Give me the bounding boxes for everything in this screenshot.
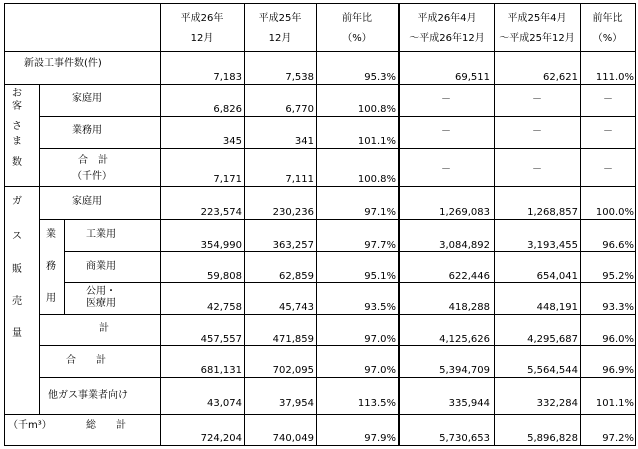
table-cell: 740,049 xyxy=(272,433,314,444)
col4-header-line2: ～平成26年12月 xyxy=(409,33,485,44)
col-divider xyxy=(244,3,245,446)
table-cell: 97.9% xyxy=(364,433,396,444)
table-cell: 448,191 xyxy=(536,302,578,313)
new-construction-label: 新設工事件数(件) xyxy=(24,58,102,69)
table-cell: 5,564,544 xyxy=(527,365,578,376)
table-cell: 96.9% xyxy=(602,365,634,376)
gas-sales-group-char: 量 xyxy=(12,328,22,339)
table-cell: 5,730,653 xyxy=(439,433,490,444)
commercial-label: 商業用 xyxy=(86,261,116,272)
business-group-char: 務 xyxy=(46,261,56,272)
col1-header-line1: 平成26年 xyxy=(180,13,224,24)
table-cell: 100.8% xyxy=(357,104,396,115)
table-cell: 4,295,687 xyxy=(527,334,578,345)
col5-header-line1: 平成25年4月 xyxy=(507,13,567,24)
customers-group-char: ま xyxy=(12,136,22,147)
col2-header-line1: 平成25年 xyxy=(258,13,302,24)
table-cell: 97.7% xyxy=(364,240,396,251)
table-cell: 97.2% xyxy=(602,433,634,444)
gas-sales-group-char: 売 xyxy=(12,296,22,307)
table-cell: 97.1% xyxy=(364,207,396,218)
table-cell: 1,268,857 xyxy=(527,207,578,218)
table-cell: － xyxy=(532,164,542,175)
table-cell: － xyxy=(603,126,613,137)
table-cell: － xyxy=(603,94,613,105)
table-cell: 62,621 xyxy=(543,72,578,83)
industrial-label: 工業用 xyxy=(86,229,116,240)
customers-group-char: 客 xyxy=(12,101,22,112)
table-cell: 43,074 xyxy=(207,398,242,409)
table-border-bottom xyxy=(4,445,636,446)
table-cell: 1,269,083 xyxy=(439,207,490,218)
label-divider xyxy=(39,84,40,186)
table-cell: 100.8% xyxy=(357,174,396,185)
gas-household-label: 家庭用 xyxy=(72,196,102,207)
table-cell: 7,183 xyxy=(213,72,242,83)
col5-header-line2: ～平成25年12月 xyxy=(499,33,575,44)
gas-sales-group-char: ガ xyxy=(12,196,22,207)
table-cell: 4,125,626 xyxy=(439,334,490,345)
unit-label: （千m³） xyxy=(8,420,52,431)
table-cell: 96.0% xyxy=(602,334,634,345)
col-divider xyxy=(160,3,161,446)
table-cell: 111.0% xyxy=(595,72,634,83)
row-divider xyxy=(4,84,636,85)
table-cell: 95.2% xyxy=(602,271,634,282)
subtotal-label: 計 xyxy=(99,323,109,334)
table-cell: 223,574 xyxy=(200,207,242,218)
table-cell: 45,743 xyxy=(279,302,314,313)
col3-header-line2: （%） xyxy=(342,33,372,44)
label-divider xyxy=(64,219,65,314)
row-divider xyxy=(4,414,636,415)
col3-header-line1: 前年比 xyxy=(342,13,372,24)
col2-header-line2: 12月 xyxy=(268,33,292,44)
table-cell: 113.5% xyxy=(357,398,396,409)
col-divider xyxy=(580,3,581,446)
table-cell: 702,095 xyxy=(272,365,314,376)
table-cell: 3,193,455 xyxy=(527,240,578,251)
table-cell: － xyxy=(441,164,451,175)
table-cell: 95.3% xyxy=(364,72,396,83)
cust-household-label: 家庭用 xyxy=(72,93,102,104)
public-label-line2: 医療用 xyxy=(86,298,116,309)
table-cell: 335,944 xyxy=(448,398,490,409)
header-divider xyxy=(4,51,636,52)
business-group-char: 用 xyxy=(46,293,56,304)
table-cell: 7,111 xyxy=(285,174,314,185)
table-cell: 97.0% xyxy=(364,334,396,345)
table-cell: 724,204 xyxy=(200,433,242,444)
customers-group-char: 数 xyxy=(12,157,22,168)
table-cell: － xyxy=(532,126,542,137)
table-cell: 97.0% xyxy=(364,365,396,376)
row-divider xyxy=(39,148,636,149)
col-divider xyxy=(494,3,495,446)
table-cell: 69,511 xyxy=(455,72,490,83)
other-gas-label: 他ガス事業者向け xyxy=(48,390,128,401)
gas-sales-group-char: ス xyxy=(12,231,22,242)
table-cell: 332,284 xyxy=(536,398,578,409)
table-cell: 6,770 xyxy=(285,104,314,115)
table-cell: 681,131 xyxy=(200,365,242,376)
table-cell: 3,084,892 xyxy=(439,240,490,251)
table-cell: 5,394,709 xyxy=(439,365,490,376)
row-divider xyxy=(39,116,636,117)
table-cell: 7,538 xyxy=(285,72,314,83)
table-cell: － xyxy=(441,94,451,105)
public-label-line1: 公用・ xyxy=(86,286,116,297)
table-cell: 654,041 xyxy=(536,271,578,282)
cust-business-label: 業務用 xyxy=(72,125,102,136)
table-cell: 93.3% xyxy=(602,302,634,313)
table-cell: 622,446 xyxy=(448,271,490,282)
row-divider xyxy=(39,219,636,220)
table-cell: 341 xyxy=(294,136,314,147)
table-cell: 59,808 xyxy=(207,271,242,282)
table-cell: 418,288 xyxy=(448,302,490,313)
row-divider xyxy=(39,377,636,378)
table-cell: 62,859 xyxy=(279,271,314,282)
business-group-char: 業 xyxy=(46,229,56,240)
table-cell: 354,990 xyxy=(200,240,242,251)
row-divider xyxy=(39,314,636,315)
table-cell: 93.5% xyxy=(364,302,396,313)
table-border-left xyxy=(4,3,5,446)
table-cell: 95.1% xyxy=(364,271,396,282)
table-cell: 101.1% xyxy=(595,398,634,409)
table-border-top xyxy=(4,3,636,4)
table-cell: 101.1% xyxy=(357,136,396,147)
grand-total-label: 総 計 xyxy=(86,420,126,431)
gas-sales-group-char: 販 xyxy=(12,264,22,275)
table-cell: 100.0% xyxy=(595,207,634,218)
table-cell: 6,826 xyxy=(213,104,242,115)
table-cell: 5,896,828 xyxy=(527,433,578,444)
table-cell: － xyxy=(603,164,613,175)
table-cell: 457,557 xyxy=(200,334,242,345)
customers-group-char: さ xyxy=(12,121,22,132)
table-cell: － xyxy=(532,94,542,105)
col6-header-line1: 前年比 xyxy=(592,13,623,24)
gas-total-label: 合 計 xyxy=(66,355,106,366)
col-divider xyxy=(316,3,317,446)
table-cell: 345 xyxy=(222,136,242,147)
section-divider xyxy=(4,186,636,187)
table-cell: 37,954 xyxy=(279,398,314,409)
table-cell: 363,257 xyxy=(272,240,314,251)
col1-header-line2: 12月 xyxy=(190,33,214,44)
table-cell: － xyxy=(441,126,451,137)
col6-header-line2: （%） xyxy=(592,33,623,44)
table-cell: 471,859 xyxy=(272,334,314,345)
customers-group-char: お xyxy=(12,88,22,99)
thousand-units-label: （千件） xyxy=(72,171,112,182)
table-cell: 230,236 xyxy=(272,207,314,218)
table-border-right xyxy=(635,3,636,446)
label-divider xyxy=(39,186,40,414)
table-cell: 42,758 xyxy=(207,302,242,313)
table-cell: 96.6% xyxy=(602,240,634,251)
col4-header-line1: 平成26年4月 xyxy=(417,13,477,24)
table-cell: 7,171 xyxy=(213,174,242,185)
period-divider xyxy=(398,3,400,446)
cust-total-label: 合 計 xyxy=(78,155,108,166)
